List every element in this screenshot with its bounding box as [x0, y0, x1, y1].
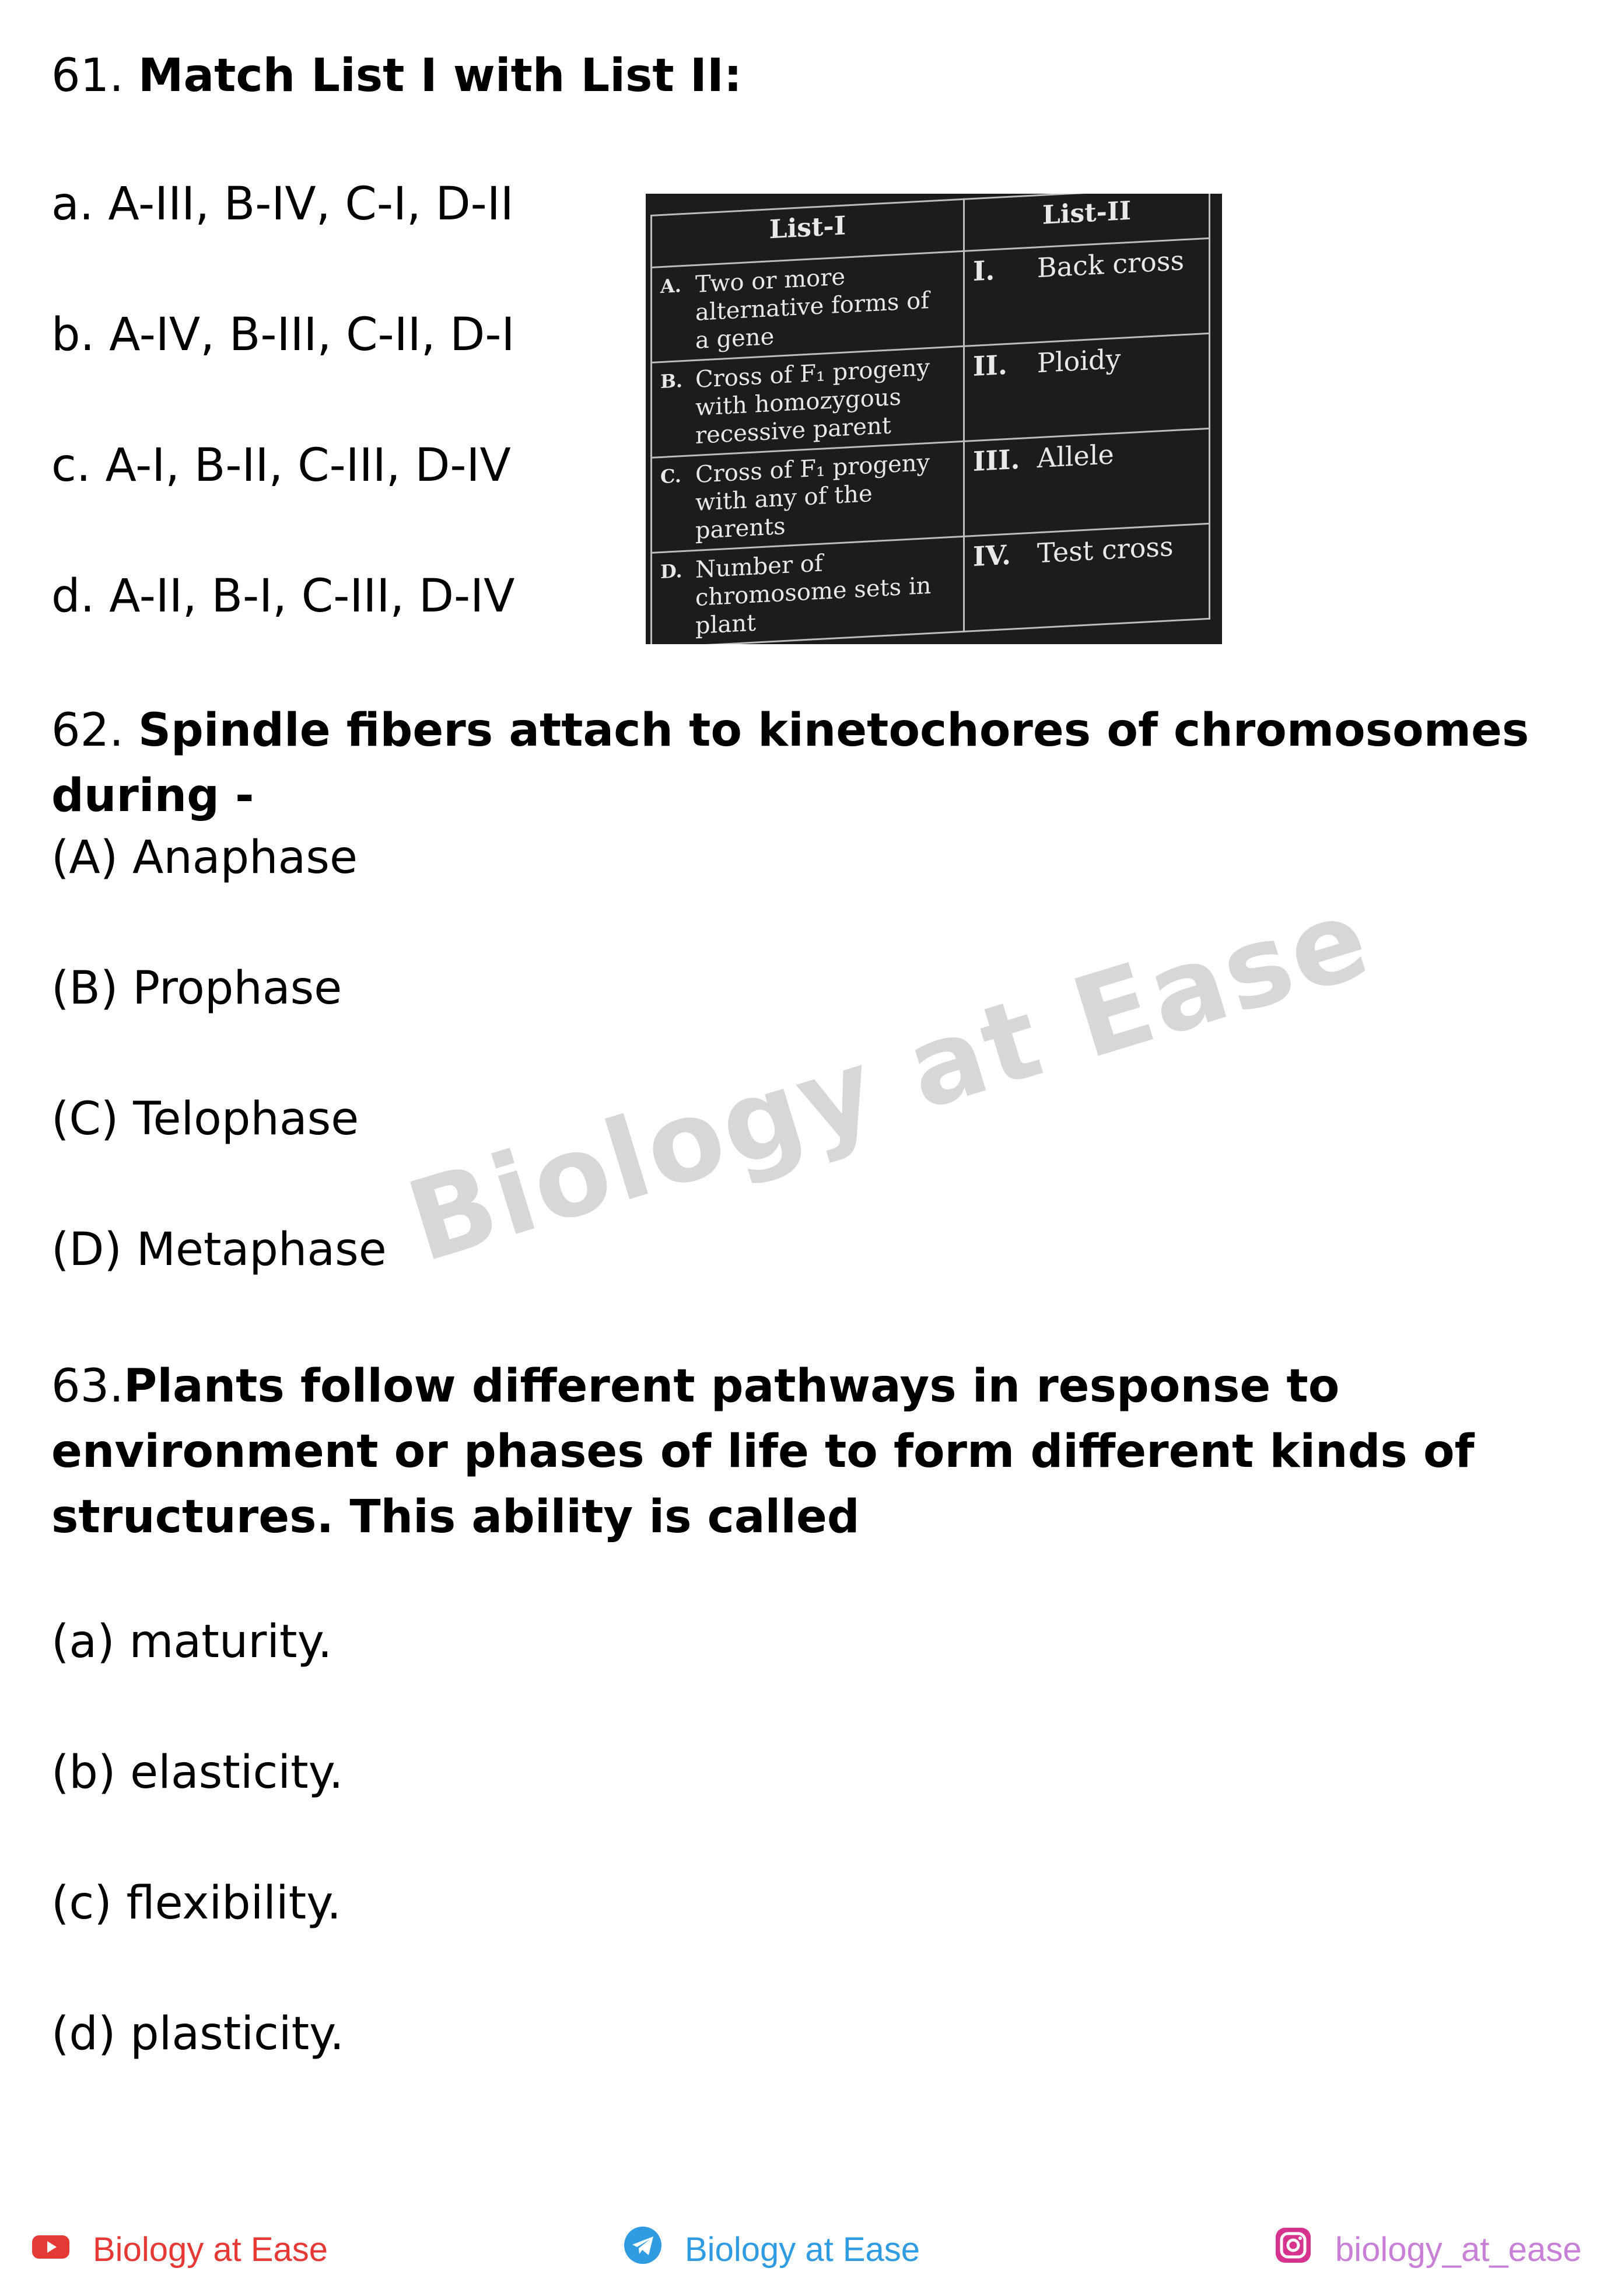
question-62 — [51, 698, 1621, 829]
list-2-header: List-II — [964, 194, 1209, 251]
row-key: A. — [660, 274, 681, 298]
instagram-link[interactable] — [1275, 2229, 1581, 2270]
option-d: d. A-II, B-I, C-III, D-IV — [51, 570, 515, 623]
option-a: (A) Anaphase — [51, 831, 358, 884]
question-number: 61. — [51, 50, 124, 102]
youtube-link[interactable] — [32, 2229, 328, 2270]
option-c: (c) flexibility. — [51, 1877, 342, 1930]
row-key: B. — [660, 369, 683, 393]
question-63 — [51, 1354, 1545, 1550]
question-number: 62. — [51, 704, 124, 757]
telegram-icon — [624, 2227, 661, 2272]
row-key: I. — [972, 254, 995, 288]
option-b: (b) elasticity. — [51, 1746, 344, 1799]
youtube-label: Biology at Ease — [93, 2230, 328, 2269]
telegram-label: Biology at Ease — [685, 2230, 920, 2269]
watermark: Biology at Ease — [394, 872, 1384, 1287]
row-text: Test cross — [1037, 530, 1174, 569]
telegram-link[interactable] — [624, 2229, 920, 2270]
row-text: Allele — [1037, 438, 1114, 474]
option-b: b. A-IV, B-III, C-II, D-I — [51, 309, 515, 361]
instagram-icon — [1275, 2227, 1312, 2272]
youtube-icon — [32, 2230, 69, 2269]
question-stem: Match List I with List II: — [138, 50, 743, 102]
question-61 — [51, 43, 742, 109]
question-stem: Plants follow different pathways in response to environment or phases of life to form different kinds of structures. This ability is called — [51, 1360, 1475, 1543]
row-text: Ploidy — [1037, 343, 1121, 379]
option-c: (C) Telophase — [51, 1093, 359, 1145]
match-table — [650, 194, 1210, 639]
row-text: Number of chromosome sets in plant — [695, 550, 932, 639]
option-a: a. A-III, B-IV, C-I, D-II — [51, 178, 514, 230]
row-key: D. — [660, 560, 682, 583]
row-key: IV. — [972, 539, 1011, 573]
question-number: 63. — [51, 1360, 124, 1413]
match-table-image — [646, 194, 1222, 644]
row-key: III. — [972, 443, 1020, 478]
row-text: Cross of F₁ progeny with homozygous recessive parent — [695, 354, 930, 449]
row-text: Two or more alternative forms of a gene — [695, 263, 930, 354]
question-stem: Spindle fibers attach to kinetochores of chromosomes during - — [51, 704, 1529, 822]
row-text: Cross of F₁ progeny with any of the parents — [695, 449, 930, 544]
option-c: c. A-I, B-II, C-III, D-IV — [51, 439, 511, 492]
list-1-header: List-I — [652, 199, 964, 267]
row-key: C. — [660, 464, 682, 488]
option-d: (d) plasticity. — [51, 2008, 345, 2060]
instagram-label: biology_at_ease — [1335, 2230, 1582, 2269]
option-b: (B) Prophase — [51, 962, 342, 1015]
row-text: Back cross — [1037, 244, 1185, 284]
option-d: (D) Metaphase — [51, 1224, 387, 1276]
option-a: (a) maturity. — [51, 1616, 332, 1668]
row-key: II. — [972, 348, 1007, 383]
